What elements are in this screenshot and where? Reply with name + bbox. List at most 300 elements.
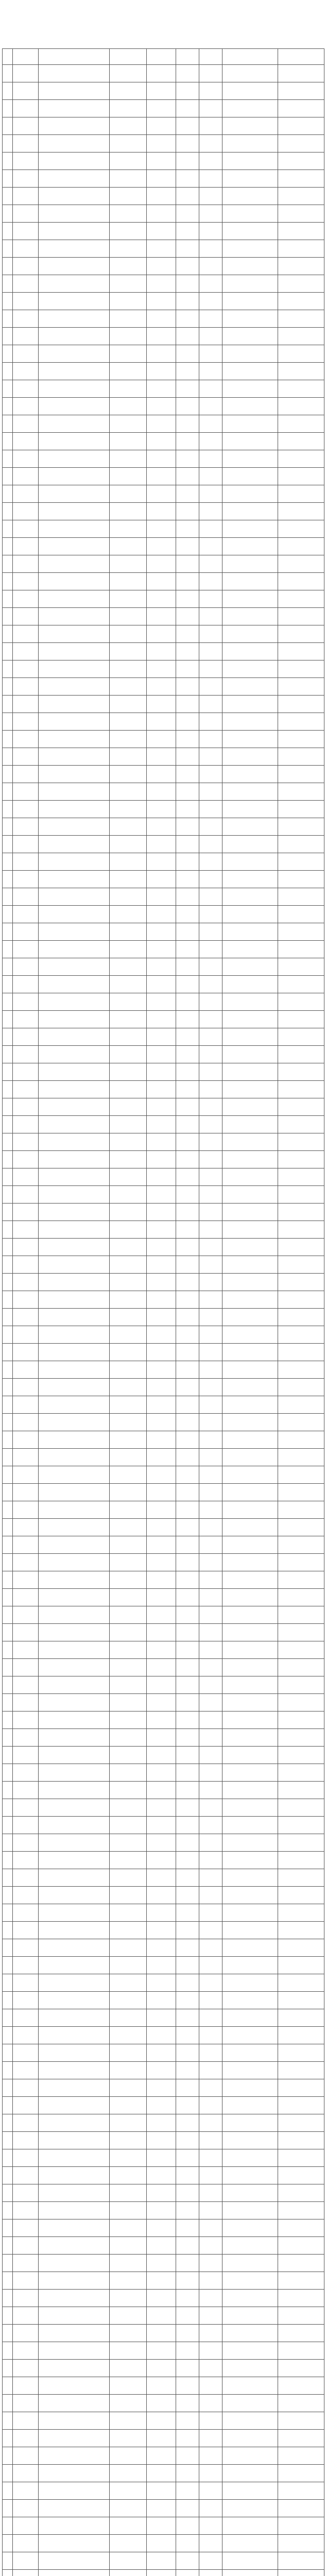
cell-amount-b xyxy=(176,65,199,82)
cell-branch-name xyxy=(13,573,39,590)
cell-branch-name xyxy=(13,135,39,152)
cell-index xyxy=(3,625,13,643)
cell-amount-a xyxy=(147,906,176,923)
cell-address xyxy=(39,1168,110,1186)
cell-index xyxy=(3,1764,13,1782)
cell-amount-b xyxy=(176,1571,199,1589)
cell-amount-c xyxy=(199,1519,222,1536)
cell-hours xyxy=(278,1729,324,1747)
table-row xyxy=(3,520,324,538)
cell-note xyxy=(222,1869,278,1887)
table-row xyxy=(3,1711,324,1729)
cell-index xyxy=(3,468,13,485)
cell-index xyxy=(3,590,13,608)
cell-phone xyxy=(110,1239,147,1256)
cell-amount-a xyxy=(147,871,176,888)
cell-address xyxy=(39,2535,110,2552)
cell-note xyxy=(222,1536,278,1554)
cell-branch-name xyxy=(13,223,39,240)
cell-hours xyxy=(278,2412,324,2430)
cell-hours xyxy=(278,1291,324,1309)
header-hours xyxy=(278,49,324,65)
cell-index xyxy=(3,1957,13,1974)
cell-amount-b xyxy=(176,2412,199,2430)
cell-branch-name xyxy=(13,258,39,275)
cell-index xyxy=(3,1606,13,1624)
cell-amount-b xyxy=(176,923,199,941)
cell-index xyxy=(3,1624,13,1641)
cell-phone xyxy=(110,1747,147,1764)
cell-phone xyxy=(110,573,147,590)
cell-phone xyxy=(110,1729,147,1747)
table-row xyxy=(3,2395,324,2412)
cell-address xyxy=(39,766,110,783)
cell-note xyxy=(222,976,278,993)
cell-hours xyxy=(278,1344,324,1361)
cell-amount-b xyxy=(176,2325,199,2342)
cell-amount-c xyxy=(199,1046,222,1063)
cell-branch-name xyxy=(13,1606,39,1624)
cell-note xyxy=(222,2430,278,2447)
cell-amount-a xyxy=(147,2342,176,2360)
cell-phone xyxy=(110,2517,147,2535)
cell-hours xyxy=(278,853,324,871)
cell-amount-a xyxy=(147,731,176,748)
cell-address xyxy=(39,2132,110,2149)
table-row xyxy=(3,1641,324,1659)
cell-address xyxy=(39,1396,110,1414)
table-row xyxy=(3,293,324,310)
cell-branch-name xyxy=(13,1221,39,1239)
cell-index xyxy=(3,1484,13,1501)
cell-phone xyxy=(110,450,147,468)
cell-hours xyxy=(278,1186,324,1204)
cell-note xyxy=(222,2500,278,2517)
cell-index xyxy=(3,853,13,871)
cell-phone xyxy=(110,2202,147,2219)
cell-branch-name xyxy=(13,941,39,958)
table-row xyxy=(3,1116,324,1133)
cell-index xyxy=(3,2184,13,2202)
cell-phone xyxy=(110,2500,147,2517)
table-row xyxy=(3,1204,324,1221)
document-title xyxy=(0,0,326,28)
cell-hours xyxy=(278,1554,324,1571)
cell-branch-name xyxy=(13,328,39,345)
cell-amount-b xyxy=(176,1414,199,1431)
cell-hours xyxy=(278,1081,324,1098)
cell-index xyxy=(3,2325,13,2342)
cell-address xyxy=(39,135,110,152)
cell-amount-c xyxy=(199,2097,222,2114)
table-row xyxy=(3,1396,324,1414)
cell-address xyxy=(39,1554,110,1571)
cell-note xyxy=(222,2535,278,2552)
cell-address xyxy=(39,1449,110,1466)
cell-amount-a xyxy=(147,1887,176,1904)
cell-branch-name xyxy=(13,1922,39,1939)
cell-amount-b xyxy=(176,836,199,853)
cell-amount-c xyxy=(199,2219,222,2237)
cell-amount-b xyxy=(176,2447,199,2465)
cell-amount-a xyxy=(147,643,176,660)
cell-note xyxy=(222,1151,278,1168)
cell-index xyxy=(3,2027,13,2044)
cell-amount-c xyxy=(199,2290,222,2307)
cell-phone xyxy=(110,135,147,152)
cell-index xyxy=(3,1974,13,1992)
table-row xyxy=(3,188,324,205)
cell-amount-c xyxy=(199,1344,222,1361)
cell-index xyxy=(3,923,13,941)
cell-address xyxy=(39,1869,110,1887)
cell-branch-name xyxy=(13,503,39,520)
cell-amount-b xyxy=(176,976,199,993)
cell-amount-a xyxy=(147,801,176,818)
cell-address xyxy=(39,1817,110,1834)
cell-amount-a xyxy=(147,1309,176,1326)
table-row xyxy=(3,1344,324,1361)
cell-index xyxy=(3,1274,13,1291)
cell-amount-a xyxy=(147,1221,176,1239)
cell-amount-c xyxy=(199,2517,222,2535)
cell-amount-c xyxy=(199,713,222,731)
cell-address xyxy=(39,2430,110,2447)
cell-amount-b xyxy=(176,1361,199,1379)
cell-index xyxy=(3,941,13,958)
cell-note xyxy=(222,1396,278,1414)
cell-amount-c xyxy=(199,1081,222,1098)
cell-branch-name xyxy=(13,468,39,485)
table-row xyxy=(3,713,324,731)
cell-amount-a xyxy=(147,608,176,625)
cell-hours xyxy=(278,468,324,485)
cell-hours xyxy=(278,836,324,853)
cell-phone xyxy=(110,1186,147,1204)
cell-hours xyxy=(278,2097,324,2114)
cell-hours xyxy=(278,2325,324,2342)
cell-branch-name xyxy=(13,1414,39,1431)
table-row xyxy=(3,1063,324,1081)
cell-index xyxy=(3,2360,13,2377)
cell-note xyxy=(222,503,278,520)
cell-amount-c xyxy=(199,1116,222,1133)
cell-branch-name xyxy=(13,1974,39,1992)
cell-phone xyxy=(110,2097,147,2114)
cell-amount-b xyxy=(176,2009,199,2027)
cell-address xyxy=(39,2167,110,2184)
cell-note xyxy=(222,2167,278,2184)
cell-amount-c xyxy=(199,2237,222,2255)
header-note xyxy=(222,49,278,65)
table-row xyxy=(3,678,324,696)
cell-phone xyxy=(110,1939,147,1957)
cell-index xyxy=(3,1414,13,1431)
cell-branch-name xyxy=(13,2552,39,2570)
table-row xyxy=(3,1554,324,1571)
cell-phone xyxy=(110,2290,147,2307)
cell-note xyxy=(222,363,278,380)
cell-amount-a xyxy=(147,1799,176,1817)
table-row xyxy=(3,1922,324,1939)
cell-amount-b xyxy=(176,871,199,888)
cell-address xyxy=(39,643,110,660)
table-row xyxy=(3,450,324,468)
cell-amount-c xyxy=(199,801,222,818)
cell-amount-b xyxy=(176,1799,199,1817)
cell-index xyxy=(3,1799,13,1817)
cell-amount-c xyxy=(199,958,222,976)
cell-branch-name xyxy=(13,801,39,818)
cell-amount-c xyxy=(199,520,222,538)
cell-amount-c xyxy=(199,328,222,345)
cell-branch-name xyxy=(13,1519,39,1536)
cell-branch-name xyxy=(13,1536,39,1554)
cell-amount-b xyxy=(176,275,199,293)
cell-index xyxy=(3,223,13,240)
cell-phone xyxy=(110,1011,147,1028)
cell-index xyxy=(3,1536,13,1554)
cell-amount-c xyxy=(199,1431,222,1449)
cell-amount-a xyxy=(147,1151,176,1168)
cell-address xyxy=(39,380,110,398)
cell-address xyxy=(39,853,110,871)
table-row xyxy=(3,310,324,328)
cell-amount-c xyxy=(199,1904,222,1922)
cell-amount-b xyxy=(176,1992,199,2009)
cell-amount-b xyxy=(176,660,199,678)
cell-phone xyxy=(110,1484,147,1501)
cell-branch-name xyxy=(13,1028,39,1046)
cell-hours xyxy=(278,1939,324,1957)
cell-phone xyxy=(110,328,147,345)
cell-amount-b xyxy=(176,1396,199,1414)
cell-branch-name xyxy=(13,643,39,660)
table-row xyxy=(3,1992,324,2009)
cell-phone xyxy=(110,608,147,625)
cell-address xyxy=(39,2202,110,2219)
cell-amount-a xyxy=(147,1817,176,1834)
cell-index xyxy=(3,65,13,82)
cell-hours xyxy=(278,678,324,696)
cell-phone xyxy=(110,678,147,696)
cell-index xyxy=(3,152,13,170)
cell-address xyxy=(39,2377,110,2395)
cell-note xyxy=(222,1484,278,1501)
cell-index xyxy=(3,573,13,590)
cell-phone xyxy=(110,1361,147,1379)
cell-address xyxy=(39,1256,110,1274)
cell-address xyxy=(39,1063,110,1081)
cell-note xyxy=(222,310,278,328)
cell-hours xyxy=(278,240,324,258)
cell-branch-name xyxy=(13,1204,39,1221)
cell-branch-name xyxy=(13,82,39,100)
cell-hours xyxy=(278,766,324,783)
cell-amount-a xyxy=(147,65,176,82)
cell-address xyxy=(39,2395,110,2412)
cell-amount-b xyxy=(176,433,199,450)
cell-amount-b xyxy=(176,1449,199,1466)
cell-note xyxy=(222,1466,278,1484)
cell-amount-a xyxy=(147,958,176,976)
cell-amount-a xyxy=(147,923,176,941)
cell-index xyxy=(3,2062,13,2079)
cell-amount-c xyxy=(199,2079,222,2097)
cell-amount-b xyxy=(176,2062,199,2079)
cell-amount-b xyxy=(176,82,199,100)
cell-phone xyxy=(110,1887,147,1904)
header-amount-c xyxy=(199,49,222,65)
cell-phone xyxy=(110,1466,147,1484)
cell-hours xyxy=(278,1957,324,1974)
cell-amount-b xyxy=(176,1536,199,1554)
cell-branch-name xyxy=(13,188,39,205)
cell-amount-a xyxy=(147,2114,176,2132)
cell-amount-a xyxy=(147,188,176,205)
cell-address xyxy=(39,468,110,485)
cell-amount-b xyxy=(176,1676,199,1694)
cell-phone xyxy=(110,1291,147,1309)
cell-branch-name xyxy=(13,65,39,82)
cell-amount-c xyxy=(199,65,222,82)
cell-phone xyxy=(110,1659,147,1676)
cell-amount-a xyxy=(147,2255,176,2272)
cell-index xyxy=(3,2395,13,2412)
cell-hours xyxy=(278,135,324,152)
cell-amount-b xyxy=(176,1081,199,1098)
cell-branch-name xyxy=(13,2430,39,2447)
cell-amount-a xyxy=(147,520,176,538)
table-row xyxy=(3,941,324,958)
cell-hours xyxy=(278,1309,324,1326)
cell-hours xyxy=(278,1904,324,1922)
cell-hours xyxy=(278,503,324,520)
cell-amount-b xyxy=(176,1466,199,1484)
cell-phone xyxy=(110,643,147,660)
cell-phone xyxy=(110,2184,147,2202)
cell-note xyxy=(222,766,278,783)
cell-branch-name xyxy=(13,608,39,625)
cell-branch-name xyxy=(13,2307,39,2325)
cell-branch-name xyxy=(13,1291,39,1309)
cell-amount-c xyxy=(199,2307,222,2325)
cell-note xyxy=(222,678,278,696)
cell-branch-name xyxy=(13,2167,39,2184)
cell-amount-c xyxy=(199,433,222,450)
table-row xyxy=(3,2307,324,2325)
cell-address xyxy=(39,117,110,135)
cell-amount-c xyxy=(199,2360,222,2377)
cell-phone xyxy=(110,993,147,1011)
cell-hours xyxy=(278,573,324,590)
cell-amount-c xyxy=(199,293,222,310)
cell-note xyxy=(222,2307,278,2325)
table-row xyxy=(3,1974,324,1992)
cell-amount-b xyxy=(176,1974,199,1992)
cell-index xyxy=(3,1904,13,1922)
cell-amount-a xyxy=(147,2290,176,2307)
cell-branch-name xyxy=(13,1168,39,1186)
cell-amount-a xyxy=(147,2517,176,2535)
cell-amount-c xyxy=(199,1641,222,1659)
cell-amount-c xyxy=(199,275,222,293)
cell-phone xyxy=(110,1414,147,1431)
cell-amount-a xyxy=(147,2062,176,2079)
cell-branch-name xyxy=(13,1361,39,1379)
table-row xyxy=(3,2184,324,2202)
cell-amount-c xyxy=(199,2395,222,2412)
cell-phone xyxy=(110,1168,147,1186)
cell-amount-a xyxy=(147,2307,176,2325)
cell-amount-c xyxy=(199,1747,222,1764)
cell-amount-c xyxy=(199,1274,222,1291)
cell-address xyxy=(39,1151,110,1168)
cell-branch-name xyxy=(13,2290,39,2307)
cell-amount-a xyxy=(147,2272,176,2290)
cell-amount-c xyxy=(199,2167,222,2184)
cell-note xyxy=(222,818,278,836)
cell-index xyxy=(3,783,13,801)
cell-index xyxy=(3,1344,13,1361)
cell-amount-a xyxy=(147,1344,176,1361)
cell-amount-c xyxy=(199,310,222,328)
cell-note xyxy=(222,258,278,275)
cell-address xyxy=(39,625,110,643)
cell-hours xyxy=(278,363,324,380)
cell-amount-b xyxy=(176,573,199,590)
cell-amount-b xyxy=(176,1291,199,1309)
table-row xyxy=(3,1414,324,1431)
cell-note xyxy=(222,1799,278,1817)
cell-amount-a xyxy=(147,1624,176,1641)
cell-index xyxy=(3,117,13,135)
cell-note xyxy=(222,2114,278,2132)
cell-phone xyxy=(110,485,147,503)
cell-amount-b xyxy=(176,853,199,871)
cell-note xyxy=(222,468,278,485)
cell-address xyxy=(39,818,110,836)
cell-amount-b xyxy=(176,117,199,135)
cell-amount-b xyxy=(176,345,199,363)
cell-branch-name xyxy=(13,2517,39,2535)
cell-note xyxy=(222,1204,278,1221)
table-row xyxy=(3,2325,324,2342)
cell-index xyxy=(3,1151,13,1168)
cell-address xyxy=(39,485,110,503)
cell-note xyxy=(222,170,278,188)
cell-amount-a xyxy=(147,1256,176,1274)
cell-hours xyxy=(278,2447,324,2465)
cell-note xyxy=(222,1571,278,1589)
cell-note xyxy=(222,1554,278,1571)
cell-amount-a xyxy=(147,573,176,590)
table-row xyxy=(3,836,324,853)
cell-hours xyxy=(278,433,324,450)
cell-amount-a xyxy=(147,1484,176,1501)
cell-amount-b xyxy=(176,1028,199,1046)
cell-note xyxy=(222,2132,278,2149)
cell-index xyxy=(3,1466,13,1484)
cell-amount-a xyxy=(147,976,176,993)
cell-amount-b xyxy=(176,2500,199,2517)
cell-branch-name xyxy=(13,1782,39,1799)
cell-hours xyxy=(278,2079,324,2097)
cell-index xyxy=(3,2219,13,2237)
table-row xyxy=(3,748,324,766)
cell-note xyxy=(222,100,278,117)
cell-hours xyxy=(278,1098,324,1116)
